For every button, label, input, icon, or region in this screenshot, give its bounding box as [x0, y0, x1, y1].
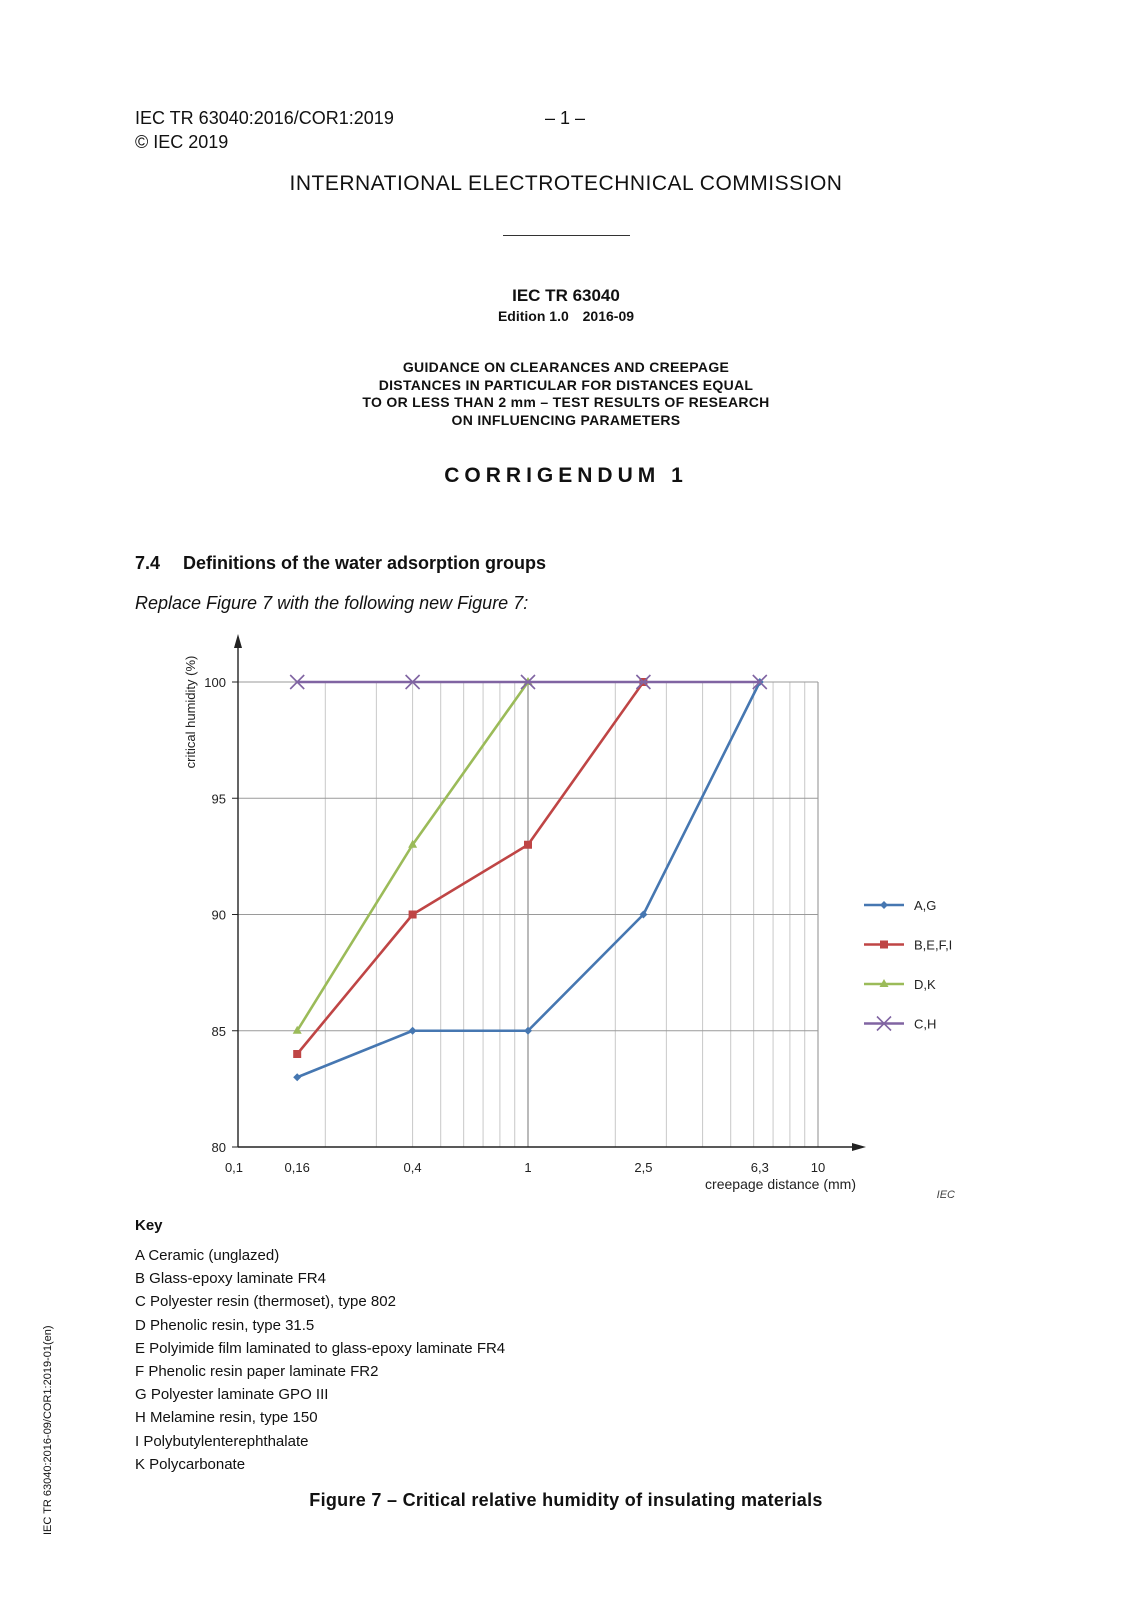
legend-label: D,K	[914, 977, 936, 992]
edition-number: Edition 1.0	[497, 308, 569, 324]
y-tick-label: 95	[211, 791, 226, 807]
key-list	[135, 1244, 505, 1476]
y-axis-arrow	[234, 634, 242, 648]
y-tick-label: 80	[211, 1140, 226, 1155]
iec-watermark: IEC	[936, 1189, 955, 1201]
edition-date: 2016-09	[582, 308, 635, 324]
data-point	[524, 841, 532, 849]
y-tick-label: 85	[211, 1023, 226, 1039]
x-tick-label: 2,5	[634, 1160, 653, 1175]
figure-caption: Figure 7 – Critical relative humidity of insulating materials	[309, 1490, 823, 1510]
document-id: IEC TR 63040	[512, 286, 620, 305]
x-tick-label: 1	[524, 1160, 532, 1175]
x-axis-label: creepage distance (mm)	[705, 1176, 856, 1192]
section-number: 7.4	[135, 553, 161, 573]
document-title-line: DISTANCES IN PARTICULAR FOR DISTANCES EQUAL	[378, 376, 754, 393]
key-item: G Polyester laminate GPO III	[135, 1386, 329, 1404]
x-tick-label: 0,1	[224, 1160, 244, 1175]
y-tick-label: 90	[211, 907, 226, 923]
legend-marker	[880, 941, 888, 949]
document-title-line: TO OR LESS THAN 2 mm – TEST RESULTS OF RESEARCH	[362, 394, 770, 410]
x-axis-arrow	[852, 1143, 866, 1151]
page-number: – 1 –	[545, 108, 586, 128]
data-point	[293, 1050, 301, 1058]
document-title-line: GUIDANCE ON CLEARANCES AND CREEPAGE	[402, 359, 730, 375]
key-item: C Polyester resin (thermoset), type 802	[135, 1293, 396, 1311]
key-item: K Polycarbonate	[135, 1455, 246, 1473]
x-tick-label: 0,4	[403, 1160, 422, 1175]
key-item: H Melamine resin, type 150	[135, 1409, 318, 1427]
y-tick-label: 100	[204, 675, 226, 690]
x-tick-label: 0,16	[284, 1160, 310, 1175]
section-title: Definitions of the water adsorption groups	[183, 553, 547, 573]
key-item: A Ceramic (unglazed)	[135, 1247, 280, 1264]
document-title-line: ON INFLUENCING PARAMETERS	[451, 411, 681, 428]
replacement-instruction: Replace Figure 7 with the following new Figure 7:	[135, 593, 529, 613]
key-item: D Phenolic resin, type 31.5	[135, 1316, 315, 1334]
key-item: I Polybutylenterephthalate	[135, 1432, 309, 1450]
legend-label: B,E,F,I	[914, 937, 953, 953]
key-item: E Polyimide film laminated to glass-epoxy laminate FR4	[135, 1339, 506, 1357]
legend-label: A,G	[914, 898, 937, 913]
corrigendum-title: CORRIGENDUM 1	[444, 464, 688, 487]
x-tick-label: 10	[810, 1160, 826, 1175]
data-point	[409, 1027, 417, 1035]
legend-label: C,H	[914, 1016, 937, 1032]
y-axis-label: critical humidity (%)	[183, 655, 198, 769]
series-line	[297, 682, 643, 1054]
legend-marker	[880, 901, 888, 909]
key-item: F Phenolic resin paper laminate FR2	[135, 1363, 379, 1381]
header-doc-ref: IEC TR 63040:2016/COR1:2019	[135, 108, 394, 128]
x-tick-label: 6,3	[750, 1160, 769, 1175]
side-document-reference: IEC TR 63040:2016-09/COR1:2019-01(en)	[42, 1325, 54, 1535]
header-copyright: © IEC 2019	[135, 132, 229, 152]
organization-name: INTERNATIONAL ELECTROTECHNICAL COMMISSION	[289, 172, 843, 195]
key-title: Key	[135, 1217, 163, 1234]
data-point	[409, 911, 417, 919]
key-item: B Glass-epoxy laminate FR4	[135, 1270, 326, 1288]
data-point	[293, 1073, 301, 1081]
